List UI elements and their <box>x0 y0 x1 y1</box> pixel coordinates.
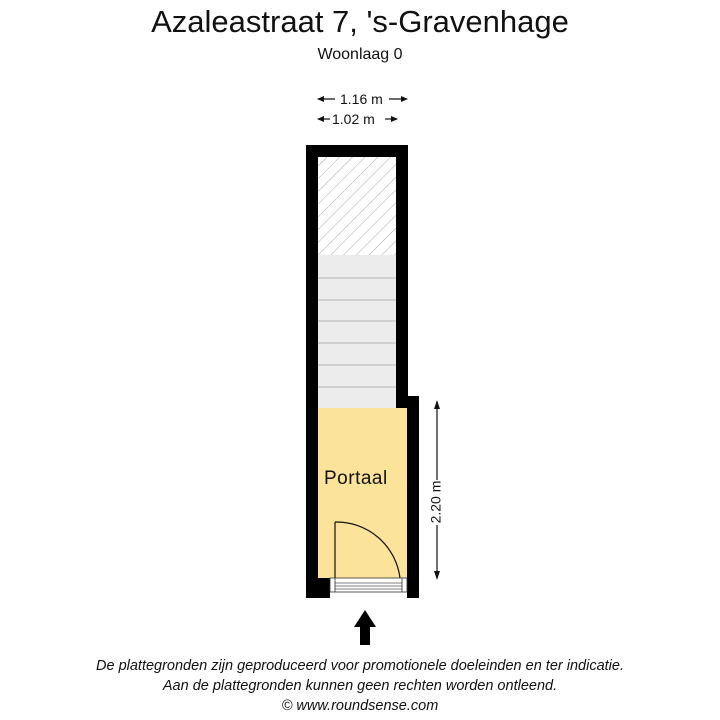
outer-width-label: 1.16 m <box>340 91 383 107</box>
room-depth-label: 2.20 m <box>427 480 444 524</box>
room-label-portaal: Portaal <box>324 468 388 489</box>
page-title: Azaleastraat 7, 's-Gravenhage <box>151 4 569 39</box>
disclaimer <box>0 656 720 716</box>
disclaimer-line-2: Aan de plattegronden kunnen geen rechten worden ontleend. <box>162 678 558 694</box>
room-portaal <box>318 408 407 578</box>
floor-level-label: Woonlaag 0 <box>317 46 403 63</box>
copyright-link[interactable]: © www.roundsense.com <box>281 698 439 714</box>
inner-width-label: 1.02 m <box>332 111 375 127</box>
entrance-arrow-icon <box>354 610 376 645</box>
staircase <box>318 255 396 408</box>
disclaimer-line-1: De plattegronden zijn geproduceerd voor promotionele doeleinden en ter indicatie. <box>96 658 624 674</box>
